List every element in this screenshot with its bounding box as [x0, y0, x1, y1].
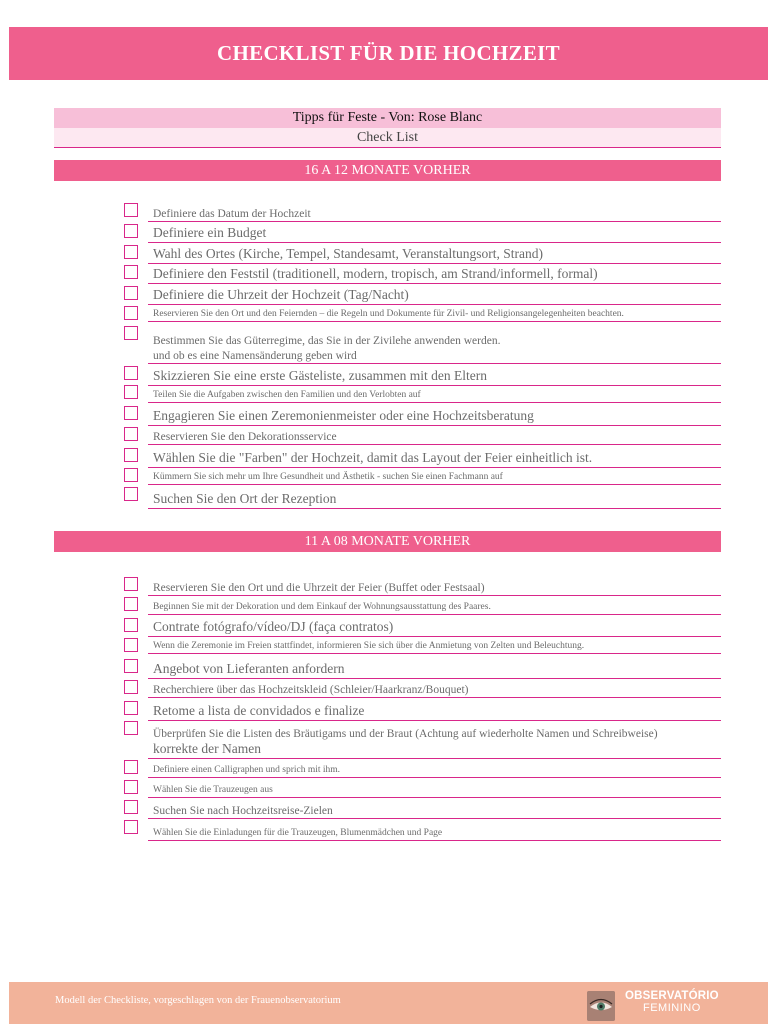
checklist-item-line: Definiere ein Budget [153, 225, 267, 241]
checklist-item-text [148, 326, 721, 364]
checklist-item [0, 820, 768, 841]
checklist-item-text [148, 820, 721, 841]
checkbox[interactable] [124, 265, 138, 279]
checkbox[interactable] [124, 680, 138, 694]
checklist-item-line: Bestimmen Sie das Güterregime, das Sie in der Zivilehe anwenden werden. [153, 335, 501, 348]
checklist-item-line: Engagieren Sie einen Zeremonienmeister oder eine Hochzeitsberatung [153, 408, 534, 424]
checkbox[interactable] [124, 701, 138, 715]
checklist-item [0, 448, 768, 468]
checklist-item-text [148, 286, 721, 305]
checklist-item-text [148, 203, 721, 222]
checklist-item [0, 385, 768, 403]
footer-note: Modell der Checkliste, vorgeschlagen von der Frauenobservatorium [55, 995, 341, 1006]
checklist-item [0, 638, 768, 654]
checklist-item-line: Wählen Sie die Trauzeugen aus [153, 785, 273, 796]
checklist-item [0, 366, 768, 386]
checklist-item-text [148, 701, 721, 721]
checkbox[interactable] [124, 659, 138, 673]
checkbox[interactable] [124, 487, 138, 501]
checklist-item-text [148, 680, 721, 698]
section-title: 16 A 12 MONATE VORHER [304, 162, 471, 178]
checklist-item-text [148, 721, 721, 759]
checkbox[interactable] [124, 577, 138, 591]
checkbox[interactable] [124, 427, 138, 441]
checklist-item-text [148, 265, 721, 284]
checklist-item-line: Definiere das Datum der Hochzeit [153, 207, 311, 220]
checklist-item-line: und ob es eine Namensänderung geben wird [153, 349, 357, 362]
checklist-item [0, 245, 768, 264]
checklist-item-line: Kümmern Sie sich mehr um Ihre Gesundheit und Ästhetik - suchen Sie einen Fachmann auf [153, 472, 503, 483]
section-header-2 [54, 531, 721, 552]
checklist-item [0, 265, 768, 284]
checkbox[interactable] [124, 245, 138, 259]
checklist-item [0, 577, 768, 596]
checklist-item-text [148, 618, 721, 637]
checkbox[interactable] [124, 780, 138, 794]
checkbox[interactable] [124, 406, 138, 420]
checklist-item-line: Überprüfen Sie die Listen des Bräutigams und der Braut (Achtung auf wiederholte Namen und Schreibweise) [153, 727, 658, 740]
checklist-item-text [148, 638, 721, 654]
checklist-item-text [148, 468, 721, 485]
checklist-item [0, 780, 768, 798]
checklist-item-text [148, 366, 721, 386]
checklist-item [0, 721, 768, 759]
checklist-item-text [148, 780, 721, 798]
checkbox[interactable] [124, 468, 138, 482]
checkbox[interactable] [124, 721, 138, 735]
checklist-item-text [148, 597, 721, 615]
checklist-item [0, 659, 768, 679]
checklist-item [0, 286, 768, 305]
checkbox[interactable] [124, 385, 138, 399]
checklist-item-line: Definiere den Feststil (traditionell, modern, tropisch, am Strand/informell, formal) [153, 266, 598, 282]
checklist-item-line: Wenn die Zeremonie im Freien stattfindet, informieren Sie sich über die Anmietung von Zelten und Beleuchtung. [153, 641, 585, 652]
checklist-item [0, 618, 768, 637]
section-header-1 [54, 160, 721, 181]
logo-line-1: OBSERVATÓRIO [625, 990, 719, 1002]
checklist-item-line: Reservieren Sie den Dekorationsservice [153, 430, 337, 443]
checklist-item-line: korrekte der Namen [153, 741, 261, 757]
checkbox[interactable] [124, 597, 138, 611]
eye-icon [587, 991, 615, 1021]
subtitle-text: Check List [356, 129, 419, 145]
checklist-item-line: Definiere einen Calligraphen und sprich mit ihm. [153, 765, 341, 776]
logo-line-2: FEMININO [643, 1002, 701, 1014]
checklist-item [0, 306, 768, 322]
checklist-item [0, 406, 768, 426]
checklist-item-line: Wahl des Ortes (Kirche, Tempel, Standesamt, Veranstaltungsort, Strand) [153, 246, 544, 262]
checkbox[interactable] [124, 820, 138, 834]
checklist-item-text [148, 245, 721, 264]
checklist-item-line: Recherchiere über das Hochzeitskleid (Schleier/Haarkranz/Bouquet) [153, 683, 469, 696]
page-title: CHECKLIST FÜR DIE HOCHZEIT [217, 41, 560, 65]
checkbox[interactable] [124, 448, 138, 462]
checklist-item-line: Suchen Sie den Ort der Rezeption [153, 491, 337, 507]
checklist-item [0, 680, 768, 698]
checklist-item-line: Angebot von Lieferanten anfordern [153, 661, 345, 677]
checkbox[interactable] [124, 618, 138, 632]
checklist-item [0, 224, 768, 243]
checklist-item-line: Retome a lista de convidados e finalize [153, 703, 365, 719]
checklist-item-line: Teilen Sie die Aufgaben zwischen den Familien und den Verlobten auf [153, 390, 421, 401]
checklist-item [0, 468, 768, 485]
checklist-item-line: Suchen Sie nach Hochzeitsreise-Zielen [153, 804, 333, 817]
checklist-item [0, 326, 768, 364]
checklist-item [0, 760, 768, 778]
checkbox[interactable] [124, 638, 138, 652]
checklist-item-line: Reservieren Sie den Ort und den Feiernden – die Regeln und Dokumente für Zivil- und Religionsangelegenheiten beachten. [153, 309, 624, 320]
checkbox[interactable] [124, 366, 138, 380]
checklist-item-text [148, 385, 721, 403]
checklist-item-line: Skizzieren Sie eine erste Gästeliste, zusammen mit den Eltern [153, 368, 488, 384]
checklist-item-line: Wählen Sie die "Farben" der Hochzeit, damit das Layout der Feier einheitlich ist. [153, 450, 593, 466]
checklist-item [0, 701, 768, 721]
checklist-item-line: Beginnen Sie mit der Dekoration und dem Einkauf der Wohnungsausstattung des Paares. [153, 602, 491, 613]
checklist-item-text [148, 427, 721, 445]
checklist-item-text [148, 448, 721, 468]
checkbox[interactable] [124, 800, 138, 814]
author-line [54, 108, 721, 128]
checkbox[interactable] [124, 203, 138, 217]
checklist-item-line: Contrate fotógrafo/vídeo/DJ (faça contratos) [153, 619, 394, 635]
checklist-item-text [148, 577, 721, 596]
checklist-item [0, 800, 768, 819]
checklist-item [0, 597, 768, 615]
checkbox[interactable] [124, 224, 138, 238]
checklist-item [0, 487, 768, 509]
checklist-item-line: Wählen Sie die Einladungen für die Trauzeugen, Blumenmädchen und Page [153, 828, 443, 839]
checklist-item [0, 427, 768, 445]
checklist-item-text [148, 800, 721, 819]
checklist-item-text [148, 406, 721, 426]
footer [9, 982, 768, 1024]
checklist-item-text [148, 306, 721, 322]
section-title: 11 A 08 MONATE VORHER [304, 533, 471, 549]
footer-logo [625, 990, 719, 1014]
checklist-item-text [148, 760, 721, 778]
checklist-item-text [148, 487, 721, 509]
checklist-item-line: Definiere die Uhrzeit der Hochzeit (Tag/Nacht) [153, 287, 409, 303]
checklist-item-text [148, 659, 721, 679]
checklist-item-text [148, 224, 721, 243]
checkbox[interactable] [124, 760, 138, 774]
document-header [9, 27, 768, 80]
author-line-text: Tipps für Feste - Von: Rose Blanc [292, 110, 483, 125]
checklist-item-line: Reservieren Sie den Ort und die Uhrzeit der Feier (Buffet oder Festsaal) [153, 581, 485, 594]
checkbox[interactable] [124, 286, 138, 300]
checklist-item [0, 203, 768, 222]
checkbox[interactable] [124, 306, 138, 320]
checkbox[interactable] [124, 326, 138, 340]
subtitle-bar [54, 128, 721, 148]
